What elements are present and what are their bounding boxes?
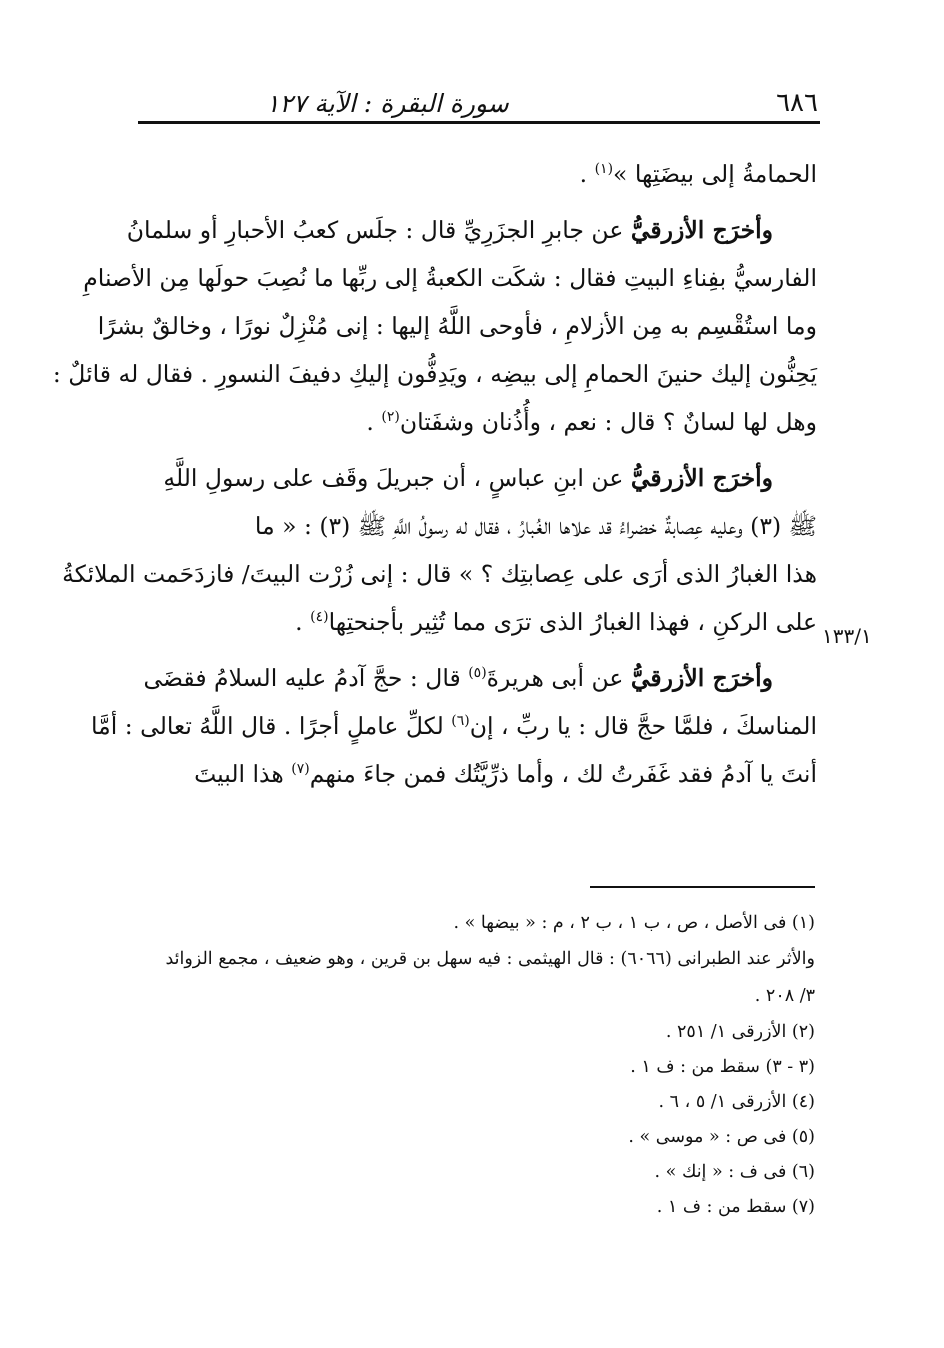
footnote-ref: (٤) <box>310 609 329 626</box>
footnote-4: (٤) الأزرقى ١/ ٥ ، ٦ . <box>658 1092 815 1112</box>
text-line-7: وأخرَج الأزرقيُّ عن ابنِ عباسٍ ، أن جبريلَ وقَف على رسولِ اللَّهِ <box>163 464 773 492</box>
text-line-12: المناسكَ ، فلمَّا حجَّ قال : يا ربِّ ، إن$^{(٦)}$ لكلِّ عاملٍ أجرًا . قال اللَّهُ تعالى : أمَّا <box>91 712 817 740</box>
footnote-5: (٥) فى ص : « موسى » . <box>628 1127 815 1147</box>
text-line-8: ﷺ (٣) وعليه عِصابةٌ خضراءُ قد علاها الغُبارُ ، فقال له رسولُ اللَّهِ ﷺ (٣) : « ما <box>254 512 817 540</box>
footnote-ref: (١) <box>594 161 614 178</box>
text-line-13: أنتَ يا آدمُ فقد غَفَرتُ لك ، وأما ذرِّيَّتُك فمن جاءَ منهم$^{(٧)}$ هذا البيتَ <box>194 760 817 788</box>
footnote-ref: (٧) <box>291 761 310 778</box>
footnote-1-cont2: ٣/ ٢٠٨ . <box>754 986 815 1006</box>
footnote-1-cont: والأثر عند الطبرانى (٦٠٦٦) : قال الهيثمى : فيه سهل بن قرين ، وهو ضعيف ، مجمع الزوائد <box>165 949 815 969</box>
text-line-11: وأخرَج الأزرقيُّ عن أبى هريرةَ$^{(٥)}$ قال : حجَّ آدمُ عليه السلامُ فقضَى <box>143 664 773 692</box>
text-line-3: الفارسيُّ بفِناءِ البيتِ فقال : شكَت الكعبةُ إلى ربِّها ما نُصِبَ حولَها مِن الأصنامِ <box>83 264 817 292</box>
footnotes <box>130 904 815 1225</box>
text-line-2: وأخرَج الأزرقيُّ عن جابرِ الجزَرِيِّ قال : جلَس كعبُ الأحبارِ أو سلمانُ <box>126 216 773 244</box>
page-header <box>136 78 818 118</box>
main-text <box>52 150 817 798</box>
text-line-10: على الركنِ ، فهذا الغبارُ الذى ترَى مما تُثِير بأجنحتِها$^{(٤)}$ . <box>295 608 817 636</box>
footnote-2: (٢) الأزرقى ١/ ٢٥١ . <box>665 1022 815 1042</box>
header-rule <box>138 121 820 124</box>
text-line-4: وما استُقْسِم به مِن الأزلامِ ، فأوحى اللَّهُ إليها : إنى مُنْزِلٌ نورًا ، وخالقٌ بشرًا <box>97 312 817 340</box>
running-title: سورة البقرة : الآية ١٢٧ <box>266 89 509 118</box>
footnote-7: (٧) سقط من : ف ١ . <box>656 1197 815 1217</box>
footnote-1: (١) فى الأصل ، ص ، ب ١ ، ب ٢ ، م : « بيضها » . <box>453 913 815 933</box>
text-line-6: وهل لها لسانٌ ؟ قال : نعم ، وأُذُنان وشفَتان$^{(٢)}$ . <box>366 408 817 436</box>
margin-reference: ١٣٣/١ <box>822 624 872 648</box>
footnote-6: (٦) فى ف : « إنك » . <box>654 1162 815 1182</box>
footnote-rule <box>590 886 815 888</box>
text-line-9: هذا الغبارُ الذى أرَى على عِصابتِك ؟ » قال : إنى زُرْت البيتَ/ فازدَحَمت الملائكةُ <box>62 560 817 588</box>
footnote-ref: (٥) <box>468 665 487 682</box>
text-line-1: الحمامةُ إلى بيضَتِها »$^{(١)}$ . <box>579 160 817 188</box>
footnote-ref: (٢) <box>381 409 400 426</box>
footnote-ref: (٦) <box>451 713 470 730</box>
page-number: ٦٨٦ <box>776 88 818 118</box>
footnote-3: (٣ - ٣) سقط من : ف ١ . <box>630 1057 815 1077</box>
text-line-5: يَحِنُّون إليك حنينَ الحمامِ إلى بيضِه ، ويَدِفُّون إليكِ دفيفَ النسورِ . فقال له قائلٌ : <box>52 360 817 388</box>
